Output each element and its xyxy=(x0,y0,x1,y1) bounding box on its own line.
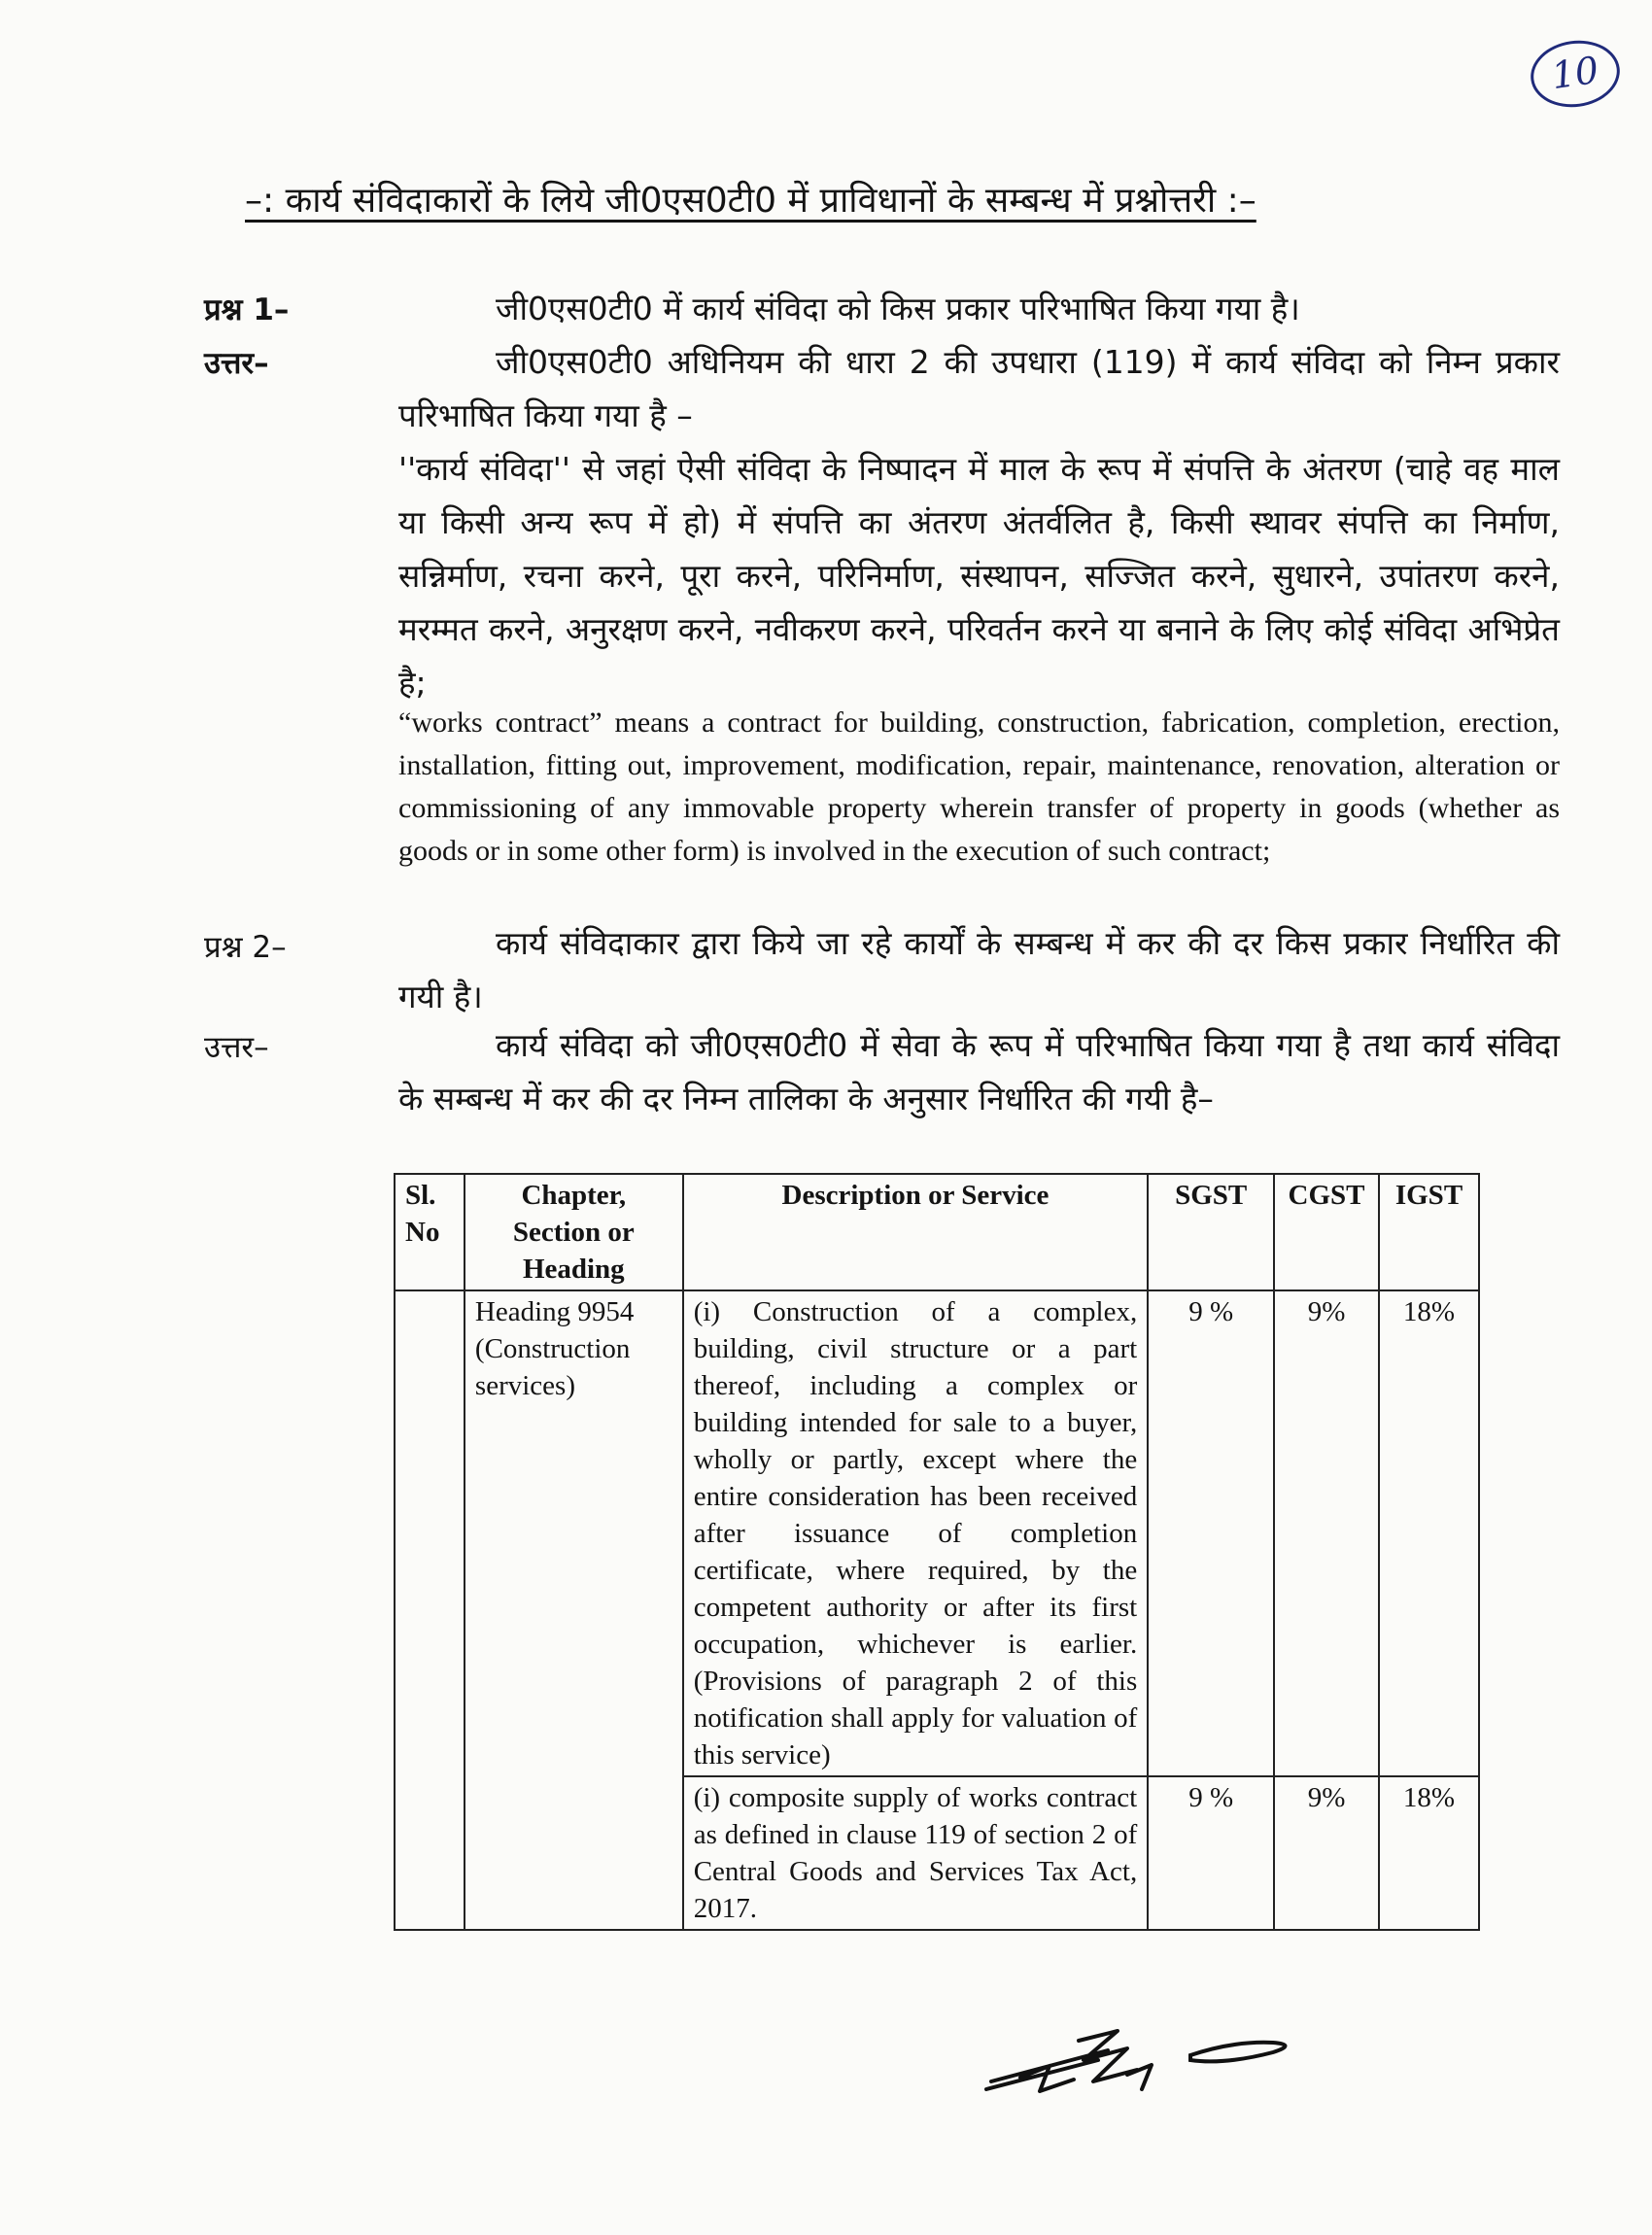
table-row xyxy=(395,1290,1479,1776)
cell-sl-no xyxy=(395,1290,465,1776)
q1-answer-hindi: ''कार्य संविदा'' से जहां ऐसी संविदा के निष्पादन में माल के रूप में संपत्ति के अंतरण (चाहे वह माल या किसी अन्य रूप में हो) में संपत्ति का अंतरण अंतर्वलित है, किसी स्थावर संपत्ति का निर्माण, सन्निर्माण, रचना करने, पूरा करने, परिनिर्माण, संस्थापन, सज्जित करने, सुधारने, उपांतरण करने, मरम्मत करने, अनुरक्षण करने, नवीकरण करने, परिवर्तन करने या बनाने के लिए कोई संविदा अभिप्रेत है; xyxy=(398,450,1560,702)
cell-cgst: 9% xyxy=(1274,1776,1379,1930)
q2-answer-label: उत्तर– xyxy=(204,1030,269,1065)
q1-answer-label: उत्तर– xyxy=(204,346,269,381)
q1-answer-english: “works contract” means a contract for building, construction, fabrication, completion, erection, installation, fitting out, improvement, modification, repair, maintenance, renovation, alteration or commissioning of any immovable property wherein transfer of property in goods (whether as goods or in some other form) is involved in the execution of such contract; xyxy=(398,706,1560,867)
table-header-row xyxy=(395,1174,1479,1290)
cell-description: (i) composite supply of works contract as defined in clause 119 of section 2 of Central Goods and Services Tax Act, 2017. xyxy=(683,1776,1149,1930)
page-number-stamp: 10 xyxy=(1527,35,1625,113)
signature-image xyxy=(981,2021,1351,2109)
tax-rate-table xyxy=(394,1173,1480,1931)
header-cgst: CGST xyxy=(1274,1174,1379,1290)
q2-answer: कार्य संविदा को जी0एस0टी0 में सेवा के रूप में परिभाषित किया गया है तथा कार्य संविदा के सम्बन्ध में कर की दर निम्न तालिका के अनुसार निर्धारित की गयी है– xyxy=(398,1026,1560,1118)
q2-question: कार्य संविदाकार द्वारा किये जा रहे कार्यों के सम्बन्ध में कर की दर किस प्रकार निर्धारित की गयी है। xyxy=(398,924,1560,1015)
q2-label: प्रश्न 2– xyxy=(204,930,287,965)
q1-label: प्रश्न 1– xyxy=(204,292,290,327)
cell-sl-no xyxy=(395,1776,465,1930)
cell-igst: 18% xyxy=(1379,1290,1479,1776)
header-sgst: SGST xyxy=(1148,1174,1274,1290)
cell-sgst: 9 % xyxy=(1148,1290,1274,1776)
cell-cgst: 9% xyxy=(1274,1290,1379,1776)
cell-description: (i) Construction of a complex, building, civil structure or a part thereof, including a complex or building intended for sale to a buyer, wholly or partly, except where the entire consideration has been received after issuance of completion certificate, where required, by the competent authority or after its first occupation, whichever is earlier. (Provisions of paragraph 2 of this notification shall apply for valuation of this service) xyxy=(683,1290,1149,1776)
cell-igst: 18% xyxy=(1379,1776,1479,1930)
cell-chapter xyxy=(465,1776,683,1930)
q1-question: जी0एस0टी0 में कार्य संविदा को किस प्रकार परिभाषित किया गया है। xyxy=(496,290,1300,327)
page-title: –: कार्य संविदाकारों के लिये जी0एस0टी0 में प्राविधानों के सम्बन्ध में प्रश्नोत्तरी :– xyxy=(245,181,1256,221)
header-chapter: Chapter, Section or Heading xyxy=(465,1174,683,1290)
q1-answer-intro: जी0एस0टी0 अधिनियम की धारा 2 की उपधारा (119) में कार्य संविदा को निम्न प्रकार परिभाषित किया गया है – xyxy=(398,343,1560,434)
cell-sgst: 9 % xyxy=(1148,1776,1274,1930)
cell-chapter: Heading 9954 (Construction services) xyxy=(465,1290,683,1776)
header-description: Description or Service xyxy=(683,1174,1149,1290)
header-igst: IGST xyxy=(1379,1174,1479,1290)
table-row xyxy=(395,1776,1479,1930)
header-sl-no: Sl. No xyxy=(395,1174,465,1290)
